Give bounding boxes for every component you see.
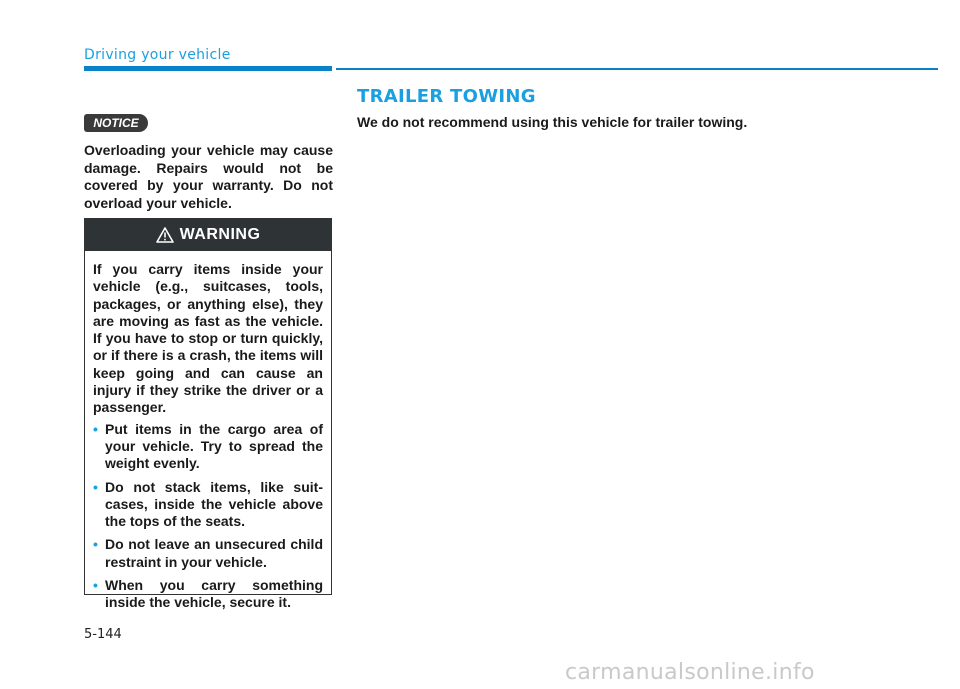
- warning-title: WARNING: [179, 226, 261, 243]
- bullet-dot-icon: •: [93, 478, 98, 495]
- warning-body: [85, 251, 331, 612]
- warning-bullet: [93, 536, 323, 571]
- bullet-dot-icon: •: [93, 577, 98, 594]
- bullet-dot-icon: •: [93, 536, 98, 553]
- warning-bullet-text: Put items in the cargo area of your vehicle. Try to spread the weight evenly.: [105, 420, 323, 472]
- page-number: 5-144: [84, 627, 122, 642]
- bullet-dot-icon: •: [93, 420, 98, 437]
- warning-bullet-text: Do not leave an unsecured child restraint in your vehicle.: [105, 536, 323, 570]
- warning-triangle-icon: [156, 227, 174, 243]
- warning-bullet: [93, 479, 323, 531]
- warning-bullet-text: Do not stack items, like suit-cases, inside the vehicle above the tops of the seats.: [105, 478, 323, 530]
- watermark: carmanualsonline.info: [565, 660, 815, 685]
- warning-header: [85, 219, 331, 251]
- notice-text: Overloading your vehicle may cause damage. Repairs would not be covered by your warranty. Do not overload your vehicle.: [84, 142, 333, 211]
- warning-bullet: [93, 421, 323, 473]
- warning-bullet-text: When you carry something inside the vehicle, secure it.: [105, 577, 323, 611]
- section-header: Driving your vehicle: [84, 47, 231, 63]
- header-bar-left: [84, 66, 332, 71]
- header-bar-right: [336, 68, 938, 70]
- notice-badge: NOTICE: [84, 114, 148, 132]
- section-title: TRAILER TOWING: [357, 86, 536, 107]
- warning-bullet: [93, 577, 323, 612]
- warning-intro: If you carry items inside your vehicle (e.g., suitcases, tools, packages, or anything else), they are moving as fast as the vehicle. If you have to stop or turn quickly, or if there is a crash, the items will keep going and can cause an injury if they strike the driver or a passenger.: [93, 261, 323, 416]
- warning-box: [84, 218, 332, 611]
- warning-list: [93, 421, 323, 612]
- section-body: We do not recommend using this vehicle for trailer towing.: [357, 114, 748, 130]
